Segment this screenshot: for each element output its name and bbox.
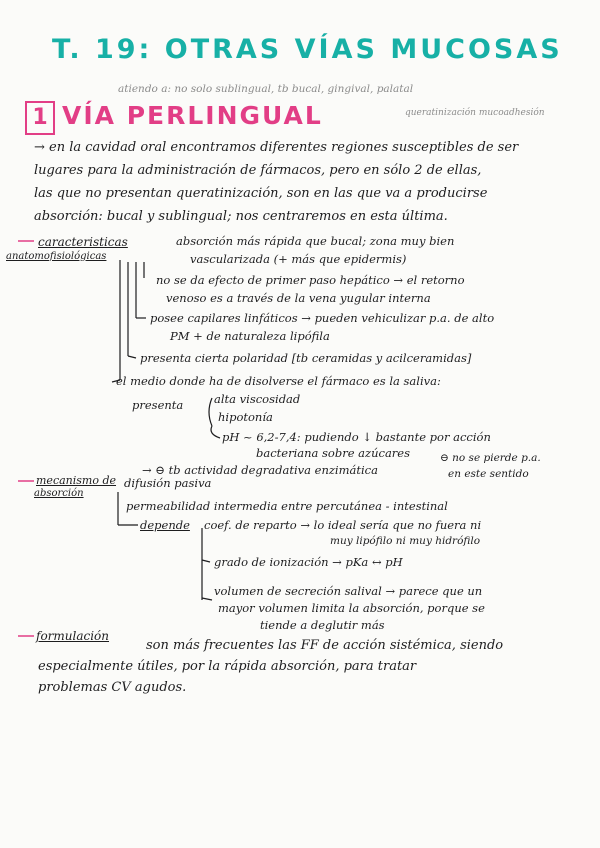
section-number-box: 1 [25,101,55,135]
saliva-hipotonia: hipotonía [218,410,273,424]
intro-line-2: lugares para la administración de fármacos, pero en sólo 2 de ellas, [34,163,482,178]
saliva-ph: pH ~ 6,2-7,4: pudiendo ↓ bastante por acción [222,430,491,444]
top-note-2: queratinización mucoadhesión [405,108,545,118]
mec-item-6: volumen de secreción salival → parece que un [214,584,483,598]
formulacion-line-1: son más frecuentes las FF de acción sistémica, siendo [146,638,504,653]
caract-item-2: vascularizada (+ más que epidermis) [190,252,407,266]
formulacion-line-3: problemas CV agudos. [38,680,187,695]
anatomofisiologicas-label: anatomofisiológicas [6,251,107,262]
mec-item-2: permeabilidad intermedia entre percutánea - intestinal [126,499,448,513]
saliva-viscosidad: alta viscosidad [214,392,301,406]
page-title: T. 19: OTRAS VÍAS MUCOSAS [52,34,563,65]
caract-item-3: no se da efecto de primer paso hepático → el retorno [156,273,465,287]
mec-item-5: grado de ionización → pKa ↔ pH [214,555,403,569]
caract-item-8: el medio donde ha de disolverse el fármaco es la saliva: [116,374,441,388]
caract-item-4: venoso es a través de la vena yugular interna [166,291,431,305]
mec-item-1: difusión pasiva [124,476,212,490]
caract-item-1: absorción más rápida que bucal; zona muy bien [176,234,455,248]
formulacion-label: formulación [36,629,110,643]
section-title: VÍA PERLINGUAL [62,101,323,130]
absorcion-label: absorción [34,488,84,499]
top-note: atiendo a: no solo sublingual, tb bucal, gingival, palatal [118,83,414,95]
mec-depende: depende [140,518,190,532]
caract-item-7: presenta cierta polaridad [tb ceramidas y acilceramidas] [140,351,472,365]
mec-item-8: tiende a deglutir más [260,618,385,632]
caract-item-6: PM + de naturaleza lipófila [170,329,330,343]
saliva-bacteriana: bacteriana sobre azúcares [256,446,411,460]
saliva-enzimatica: → ⊖ tb actividad degradativa enzimática [142,463,378,477]
intro-line-4: absorción: bucal y sublingual; nos centraremos en esta última. [34,209,448,224]
formulacion-line-2: especialmente útiles, por la rápida absorción, para tratar [38,659,417,674]
intro-line-1: → en la cavidad oral encontramos diferentes regiones susceptibles de ser [34,140,519,155]
caracteristicas-label: caracteristicas [38,235,128,249]
saliva-presenta: presenta [132,398,184,412]
mecanismo-label: mecanismo de [36,474,117,487]
saliva-no-pierde: ⊖ no se pierde p.a. [440,452,541,464]
mec-item-3: coef. de reparto → lo ideal sería que no fuera ni [204,518,482,532]
mec-item-7: mayor volumen limita la absorción, porque se [218,601,485,615]
mec-item-4: muy lipófilo ni muy hidrófilo [330,535,481,547]
saliva-sentido: en este sentido [448,468,529,480]
caract-item-5: posee capilares linfáticos → pueden vehiculizar p.a. de alto [150,311,495,325]
intro-line-3: las que no presentan queratinización, son en las que va a producirse [34,186,488,201]
